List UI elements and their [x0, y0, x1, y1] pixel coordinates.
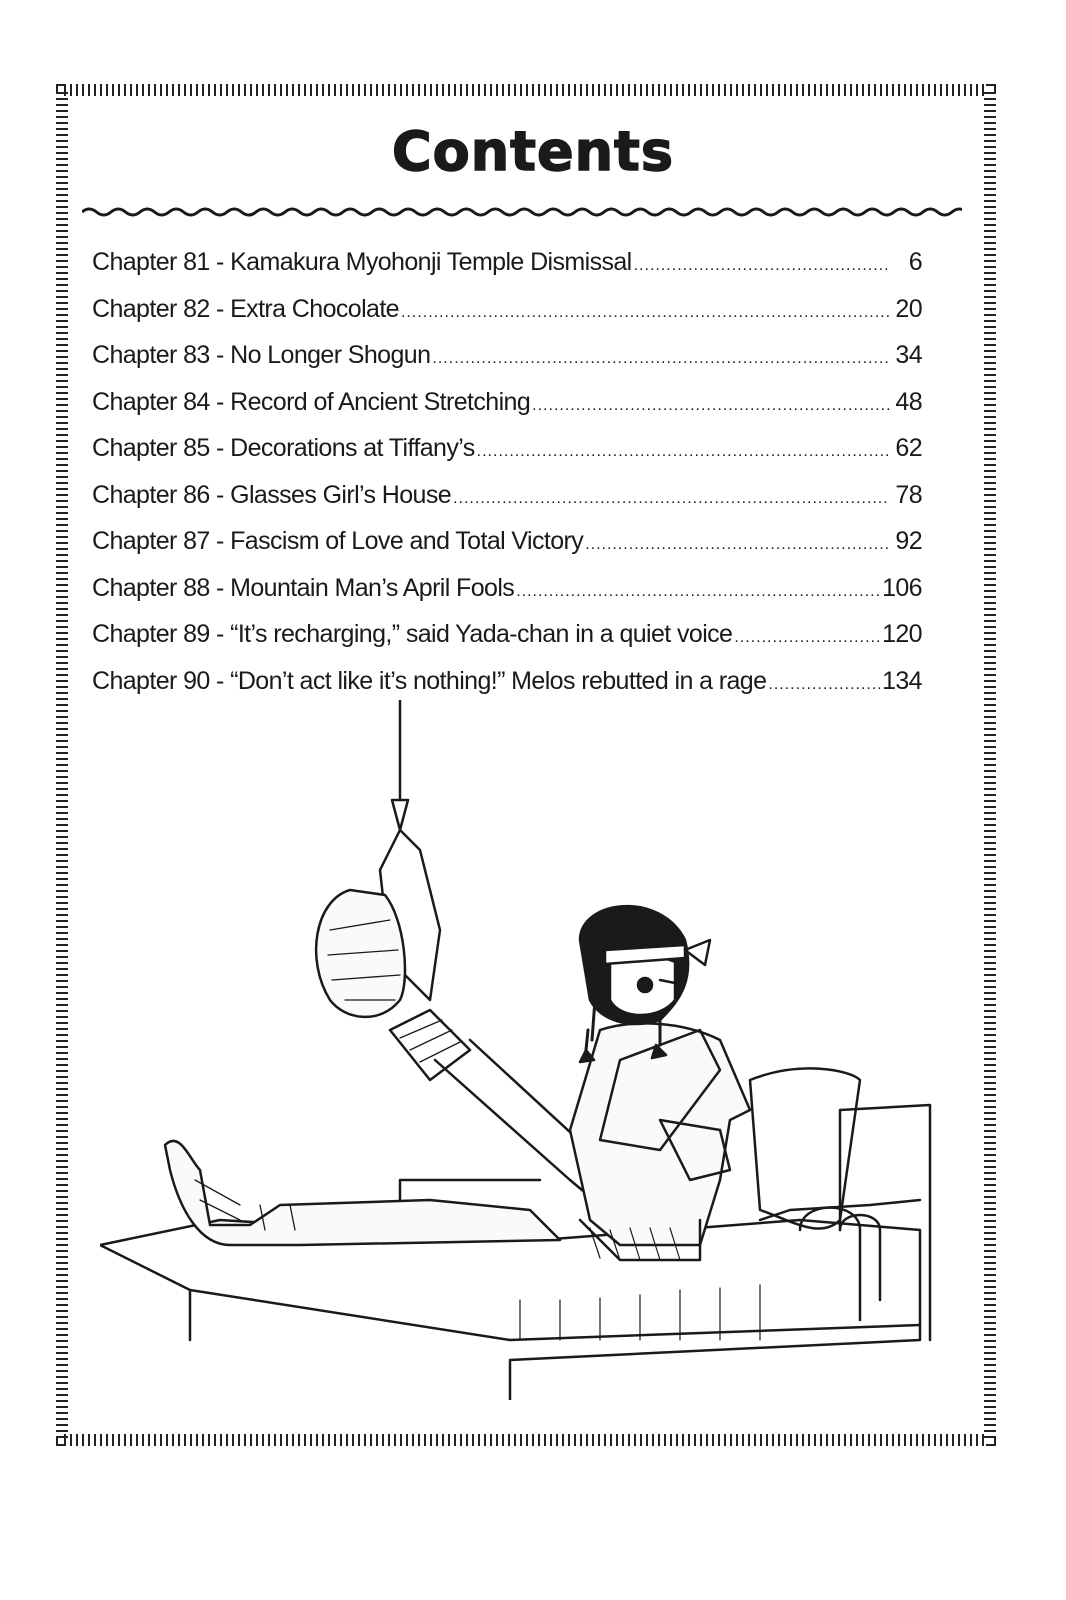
dot-leader [634, 257, 890, 275]
chapter-list [92, 248, 922, 713]
chapter-entry [92, 434, 922, 481]
ruler-right [984, 92, 996, 1438]
ruler-top [64, 84, 988, 96]
chapter-title: Chapter 86 - Glasses Girl’s House [92, 480, 452, 509]
chapter-entry [92, 574, 922, 621]
chapter-title: Chapter 85 - Decorations at Tiffany’s [92, 434, 475, 462]
corner-bottom-left [56, 1436, 66, 1446]
chapter-title: Chapter 84 - Record of Ancient Stretching [92, 387, 531, 416]
page-number: 20 [895, 294, 922, 323]
chapter-title: Chapter 82 - Extra Chocolate [92, 294, 399, 323]
chapter-title: Chapter 89 - “It’s recharging,” said Yada-chan in a quiet voice [92, 620, 733, 648]
ruler-bottom [64, 1434, 988, 1446]
dot-leader [401, 304, 890, 322]
chapter-title: Chapter 81 - Kamakura Myohonji Temple Dismissal [92, 248, 632, 276]
chapter-entry [92, 248, 922, 295]
chapter-entry [92, 295, 922, 342]
dot-leader [477, 443, 890, 461]
page-number: 106 [882, 573, 922, 602]
page-number: 62 [895, 434, 922, 462]
girl-in-hospital-bed-illustration [100, 700, 960, 1400]
chapter-entry [92, 481, 922, 528]
chapter-title: Chapter 90 - “Don’t act like it’s nothing!” Melos rebutted in a rage [92, 666, 767, 695]
dot-leader [585, 536, 890, 554]
chapter-entry [92, 388, 922, 435]
dot-leader [432, 350, 890, 368]
chapter-entry [92, 527, 922, 574]
dot-leader [453, 490, 890, 508]
chapter-title: Chapter 83 - No Longer Shogun [92, 341, 431, 369]
page-number: 78 [895, 480, 922, 509]
chapter-title: Chapter 87 - Fascism of Love and Total Victory [92, 527, 584, 555]
ruler-left [56, 92, 68, 1438]
chapter-title: Chapter 88 - Mountain Man’s April Fools [92, 573, 515, 602]
wavy-divider [82, 200, 962, 224]
chapter-entry [92, 620, 922, 667]
dot-leader [734, 629, 880, 647]
corner-top-left [56, 84, 66, 94]
chapter-entry [92, 341, 922, 388]
corner-bottom-right [986, 1436, 996, 1446]
page-number: 120 [882, 620, 922, 648]
page-number: 92 [895, 527, 922, 555]
page-title: Contents [391, 120, 674, 183]
page-number: 134 [882, 666, 922, 695]
corner-top-right [986, 84, 996, 94]
page-number: 34 [895, 341, 922, 369]
dot-leader [532, 397, 890, 415]
page-number: 6 [908, 248, 922, 276]
page-number: 48 [895, 387, 922, 416]
dot-leader [516, 583, 880, 601]
dot-leader [768, 676, 880, 694]
